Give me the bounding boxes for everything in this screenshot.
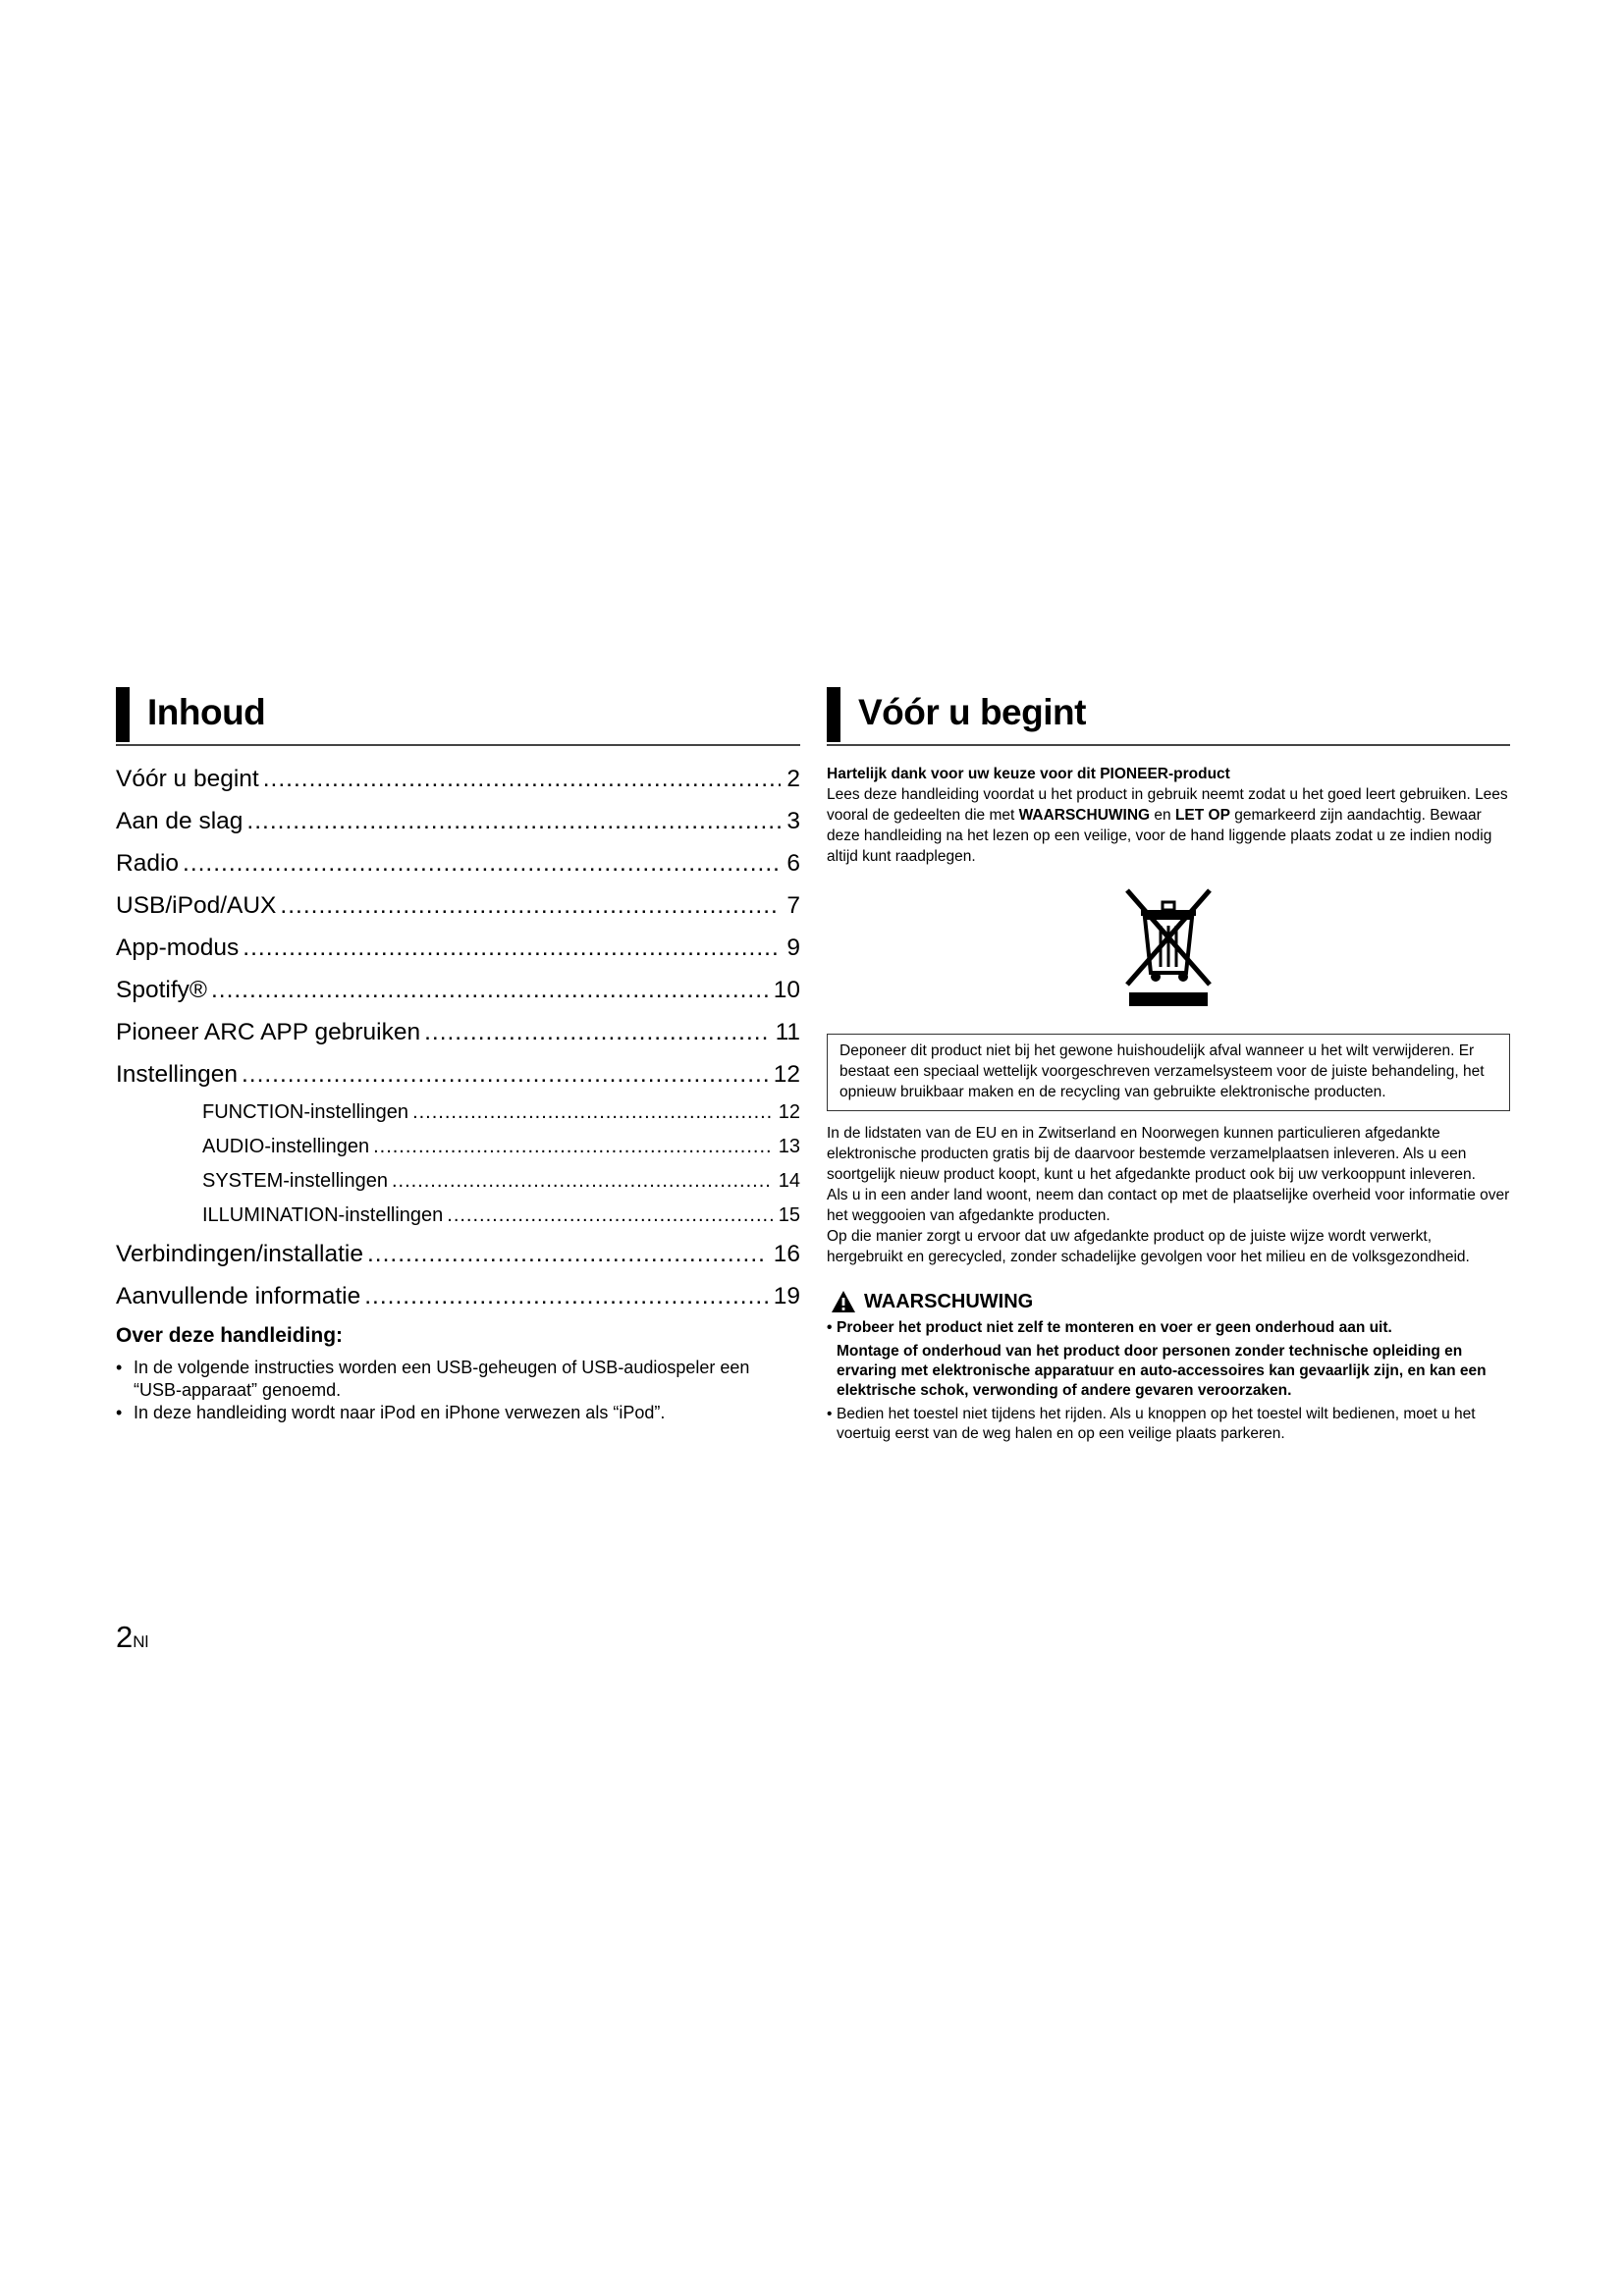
warning-heading — [827, 1289, 1510, 1314]
intro-lead: Hartelijk dank voor uw keuze voor dit PIONEER-product — [827, 766, 1230, 782]
warning-triangle-icon — [831, 1290, 856, 1313]
toc-column — [116, 687, 800, 1424]
toc-list — [116, 758, 800, 1317]
heading-bar — [827, 687, 840, 742]
page-number: 2Nl — [116, 1620, 149, 1654]
toc-subentry[interactable]: SYSTEM-instellingen ..... 14 — [116, 1164, 800, 1199]
toc-entry[interactable]: App-modus ..... 9 — [116, 927, 800, 969]
toc-entry[interactable]: Vóór u begint ..... 2 — [116, 758, 800, 800]
before-heading — [827, 687, 1510, 746]
warning-item: • Probeer het product niet zelf te monteren en voer er geen onderhoud aan uit. — [827, 1319, 1392, 1336]
warning-title: WAARSCHUWING — [864, 1291, 1034, 1312]
bullet-item: • In de volgende instructies worden een USB-geheugen of USB-audiospeler een “USB-apparaat” genoemd. — [116, 1358, 750, 1400]
toc-entry[interactable]: Pioneer ARC APP gebruiken ..... 11 — [116, 1011, 800, 1053]
before-you-begin-column — [827, 687, 1510, 1444]
disposal-notice-box: Deponeer dit product niet bij het gewone huishoudelijk afval wanneer u het wilt verwijderen. Er bestaat een speciaal wettelijk voorgeschreven verzamelsysteem voor de juiste behandeling, het opnieuw bruikbaar maken en de recycling van gebruikte elektronische producten. — [827, 1034, 1510, 1111]
warning-item: • Bedien het toestel niet tijdens het rijden. Als u knoppen op het toestel wilt bedienen, moet u het voertuig eerst van de weg halen en op een veilige plaats parkeren. — [827, 1406, 1476, 1442]
toc-entry[interactable]: Verbindingen/installatie ..... 16 — [116, 1233, 800, 1275]
toc-heading — [116, 687, 800, 746]
toc-entry[interactable]: Aanvullende informatie ..... 19 — [116, 1275, 800, 1317]
intro-paragraph — [827, 764, 1510, 867]
toc-entry[interactable]: Radio ..... 6 — [116, 842, 800, 884]
disposal-info — [827, 1123, 1510, 1267]
eu-paragraph: In de lidstaten van de EU en in Zwitserland en Noorwegen kunnen particulieren afgedankte elektronische producten gratis bij de daarvoor bestemde verzamelplaatsen inleveren. Als u een soortgelijk nieuw product koopt, kunt u het afgedankte product ook bij uw verkooppunt inleveren. — [827, 1125, 1476, 1183]
toc-entry[interactable]: Aan de slag ..... 3 — [116, 800, 800, 842]
toc-subentry[interactable]: ILLUMINATION-instellingen ..... 15 — [116, 1199, 800, 1233]
crossed-bin-icon — [1121, 884, 1216, 1008]
toc-subentry[interactable]: FUNCTION-instellingen ..... 12 — [116, 1095, 800, 1130]
about-manual-title: Over deze handleiding: — [116, 1324, 344, 1347]
toc-title: Inhoud — [147, 692, 266, 732]
bullet-item: • In deze handleiding wordt naar iPod en iPhone verwezen als “iPod”. — [116, 1403, 666, 1422]
toc-subentry[interactable]: AUDIO-instellingen ..... 13 — [116, 1130, 800, 1164]
toc-entry[interactable]: Spotify® ..... 10 — [116, 969, 800, 1011]
about-manual-bullets — [116, 1357, 800, 1424]
warning-detail: Montage of onderhoud van het product door personen zonder technische opleiding en ervaring met elektronische apparatuur en auto-accessoires kan gevaarlijk zijn, en kan een elektrische schok, verwonding of andere gevaren veroorzaken. — [837, 1343, 1487, 1399]
before-title: Vóór u begint — [858, 692, 1086, 732]
toc-entry[interactable]: USB/iPod/AUX ..... 7 — [116, 884, 800, 927]
intro-body: Lees deze handleiding voordat u het product in gebruik neemt zodat u het goed leert gebruiken. Lees vooral de gedeelten die met WAARSCHUWING en LET OP gemarkeerd zijn aandachtig. Bewaar deze handleiding na het lezen op een veilige, voor de hand liggende plaats zodat u ze indien nodig altijd kunt raadplegen. — [827, 786, 1508, 865]
toc-entry[interactable]: Instellingen ..... 12 — [116, 1053, 800, 1095]
warning-list — [827, 1318, 1510, 1444]
recycling-paragraph: Op die manier zorgt u ervoor dat uw afgedankte product op de juiste wijze wordt verwerkt, hergebruikt en gerecycled, zonder schadelijke gevolgen voor het milieu en de volksgezondheid. — [827, 1228, 1470, 1265]
heading-bar — [116, 687, 130, 742]
weee-symbol — [827, 884, 1510, 1012]
other-country-paragraph: Als u in een ander land woont, neem dan contact op met de plaatselijke overheid voor informatie over het weggooien van afgedankte producten. — [827, 1187, 1510, 1224]
